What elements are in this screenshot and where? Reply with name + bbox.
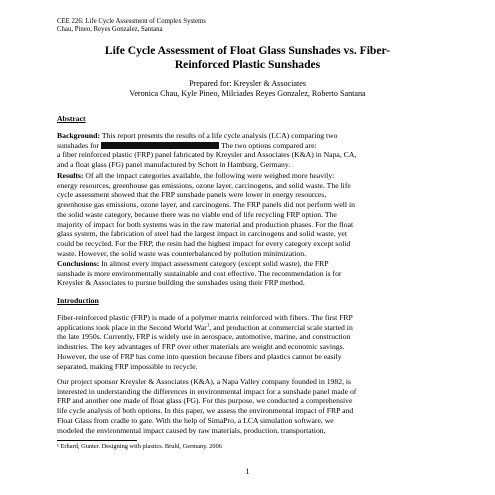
footnote: ¹ Erhard, Gunter. Designing with plastics. Bruhl, Germany. 2006 bbox=[57, 443, 222, 450]
background-line: and a float glass (FG) panel manufactured by Schott in Hamburg, Germany. bbox=[57, 160, 291, 170]
running-header bbox=[57, 18, 206, 35]
footnote-marker: 1 bbox=[206, 323, 210, 329]
header-authors: Chau, Pineo, Reyes Gonzalez, Santana bbox=[57, 26, 163, 34]
abstract-heading-block bbox=[57, 114, 442, 124]
prepared-block bbox=[50, 79, 445, 99]
conclusions-text: In almost every impact assessment category (except solid waste), the FRP bbox=[101, 259, 329, 268]
introduction-heading: Introduction bbox=[57, 296, 99, 305]
introduction-heading-block bbox=[57, 296, 442, 306]
prepared-by: Veronica Chau, Kyle Pineo, Milciades Reyes Gonzalez, Roberto Santana bbox=[129, 88, 366, 98]
conclusions-label: Conclusions: bbox=[57, 259, 100, 268]
background-line bbox=[57, 131, 442, 141]
background-line: sunshades for The two options compared are: bbox=[57, 140, 317, 150]
redaction-bar bbox=[101, 142, 219, 149]
page-number: 1 bbox=[245, 467, 250, 476]
introduction-paragraph-2: Our project sponsor Kreysler & Associates (K&A), a Napa Valley company founded in 1982, is interested in understanding the differences in environmental impact for a sunshade panel made of FRP and another one made of float glass (FG). For this purpose, we conducted a comprehensive life cycle analysis of both options. In this paper, we assess the environmental impact of FRP and Float Glass from cradle to gate. With the help of SimaPro, a LCA simulation software, we modeled the environmental impact caused by raw materials, production, transportation, bbox=[57, 377, 357, 435]
introduction-paragraph-1: Fiber-reinforced plastic (FRP) is made of a polymer matrix reinforced with fibers. The first FRP applications took place in the Second World War$^1$, and production at commercial scale started in the late 1950s. Currently, FRP is widely use in aerospace, automotive, marine, and construction industries. The key advantages of FRP over other materials are weight and economic savings. However, the use of FRP has come into question because fibers and plastics cannot be easily separated, making FRP impossible to recycle. bbox=[57, 313, 353, 371]
background-text: This report presents the results of a life cycle analysis (LCA) comparing two bbox=[101, 131, 338, 140]
prepared-for: Prepared for: Kreysler & Associates bbox=[189, 79, 306, 88]
footnote-rule bbox=[57, 440, 137, 441]
conclusions-paragraph: Conclusions: In almost every impact assessment category (except solid waste), the FRP sunshade is more environmentally sustainable and cost effective. The recommendation is for Kreysler & Associates to pursue building the sunshades using their FRP method. bbox=[57, 259, 342, 288]
title-line-2: Reinforced Plastic Sunshades bbox=[174, 57, 321, 71]
results-label: Results: bbox=[57, 171, 84, 180]
background-line: a fiber reinforced plastic (FRP) panel fabricated by Kreysler and Associates (K&A) in Napa, CA, bbox=[57, 150, 357, 160]
background-paragraph bbox=[57, 131, 442, 170]
document-title bbox=[50, 44, 445, 71]
background-label: Background: bbox=[57, 131, 101, 140]
title-line-1: Life Cycle Assessment of Float Glass Sunshades vs. Fiber- bbox=[104, 44, 391, 57]
header-course: CEE 226: Life Cycle Assessment of Complex Systems bbox=[57, 18, 206, 25]
results-text: Of all the impact categories available, the following were weighed more heavily: bbox=[85, 171, 335, 180]
abstract-heading: Abstract bbox=[57, 114, 86, 123]
results-paragraph: Results: Of all the impact categories available, the following were weighed more heavily: energy resources, greenhouse gas emissions, ozone layer, carcinogens, and solid waste. The life cycle assessment showed that the FRP sunshade panels were lower in energy resources, greenhouse gas emissions, ozone layer, and carcinogens. The FRP panels did not perform well in the solid waste category, because there was no viable end of life recycling FRP option. The majority of impact for both systems was in the raw material and production phases. For the float glass system, the fabrication of steel had the largest impact in carcinogens and solid waste, yet could be recycled. For the FRP, the resin had the highest impact for every category except solid waste. However, the solid waste was counterbalanced by pollution minimization. bbox=[57, 171, 355, 258]
